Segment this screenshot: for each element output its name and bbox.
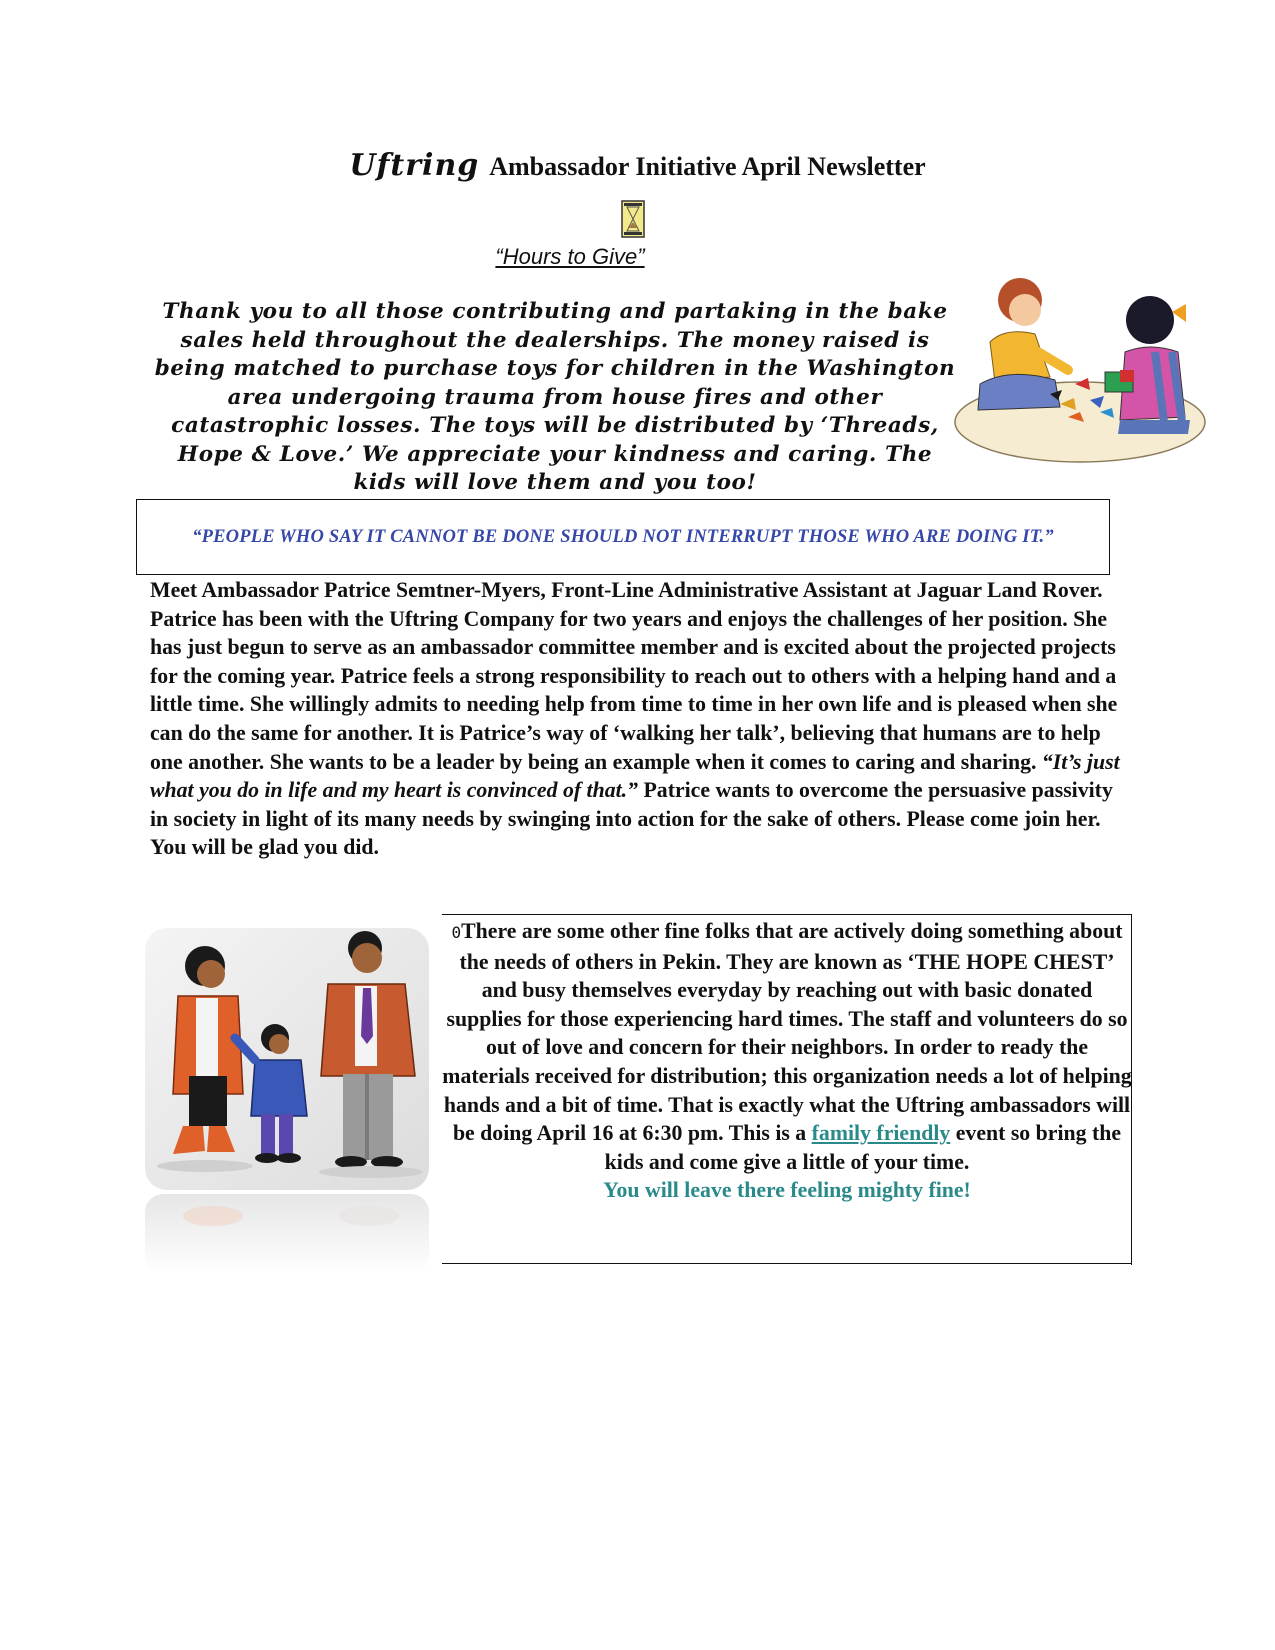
hope-chest-box-bottom-border	[442, 1263, 1132, 1264]
newsletter-title	[0, 148, 1275, 183]
hourglass-icon	[621, 200, 645, 238]
tagline: “Hours to Give”	[495, 244, 645, 269]
family-illustration	[143, 926, 431, 1276]
family-friendly-link[interactable]: family friendly	[811, 1121, 951, 1146]
hope-chest-lead-char: 0	[451, 923, 462, 942]
hope-chest-text-part1: There are some other fine folks that are actively doing something about the needs of others in Pekin. They are known as ‘THE HOPE CHEST’ and busy themselves everyday by reaching out with basic donated supplies for those experiencing hard times. The staff and volunteers do so out of love and concern for their neighbors. In order to ready the materials received for distribution; this organization needs a lot of helping hands and a bit of time. That is exactly what the Uftring ambassadors will be doing April 16 at 6:30 pm. This is a	[442, 919, 1132, 1146]
ambassador-text-part2: Patrice wants to overcome the persuasive passivity in society in light of its many needs by swinging into action for the sake of others. Please come join her. You will be glad you did.	[150, 778, 1113, 860]
title-text: Ambassador Initiative April Newsletter	[489, 152, 926, 181]
quote-text: “PEOPLE WHO SAY IT CANNOT BE DONE SHOULD NOT INTERRUPT THOSE WHO ARE DOING IT.”	[192, 526, 1054, 547]
quote-box	[136, 499, 1110, 575]
ambassador-paragraph	[150, 576, 1125, 862]
children-playing-illustration	[950, 272, 1212, 468]
brand-name: Uftring	[349, 148, 480, 183]
bake-sale-paragraph: Thank you to all those contributing and partaking in the bake sales held throughout the dealerships. The money raised is being matched to purchase toys for children in the Washington area undergoing trauma from house fires and other catastrophic losses. The toys will be distributed by ‘Threads, Hope & Love.’ We appreciate your kindness and caring. The kids will love them and you too!	[154, 299, 956, 495]
hope-chest-closing: You will leave there feeling mighty fine!	[603, 1178, 971, 1203]
ambassador-quote: “It’s just what you do in life and my heart is convinced of that.”	[150, 749, 1120, 803]
ambassador-text-part1: Meet Ambassador Patrice Semtner-Myers, Front-Line Administrative Assistant at Jaguar Land Rover. Patrice has been with the Uftring Company for two years and enjoys the challenges of her position. She has just begun to serve as an ambassador committee member and is excited about the projected projects for the coming year. Patrice feels a strong responsibility to reach out to others with a helping hand and a little time. She willingly admits to needing help from time to time in her own life and is pleased when she can do the same for another. It is Patrice’s way of ‘walking her talk’, believing that humans are to help one another. She wants to be a leader by being an example when it comes to caring and sharing.	[150, 578, 1118, 774]
hope-chest-paragraph	[442, 917, 1132, 1205]
hope-chest-text-part2: event so bring the kids and come give a little of your time.	[604, 1121, 1122, 1174]
